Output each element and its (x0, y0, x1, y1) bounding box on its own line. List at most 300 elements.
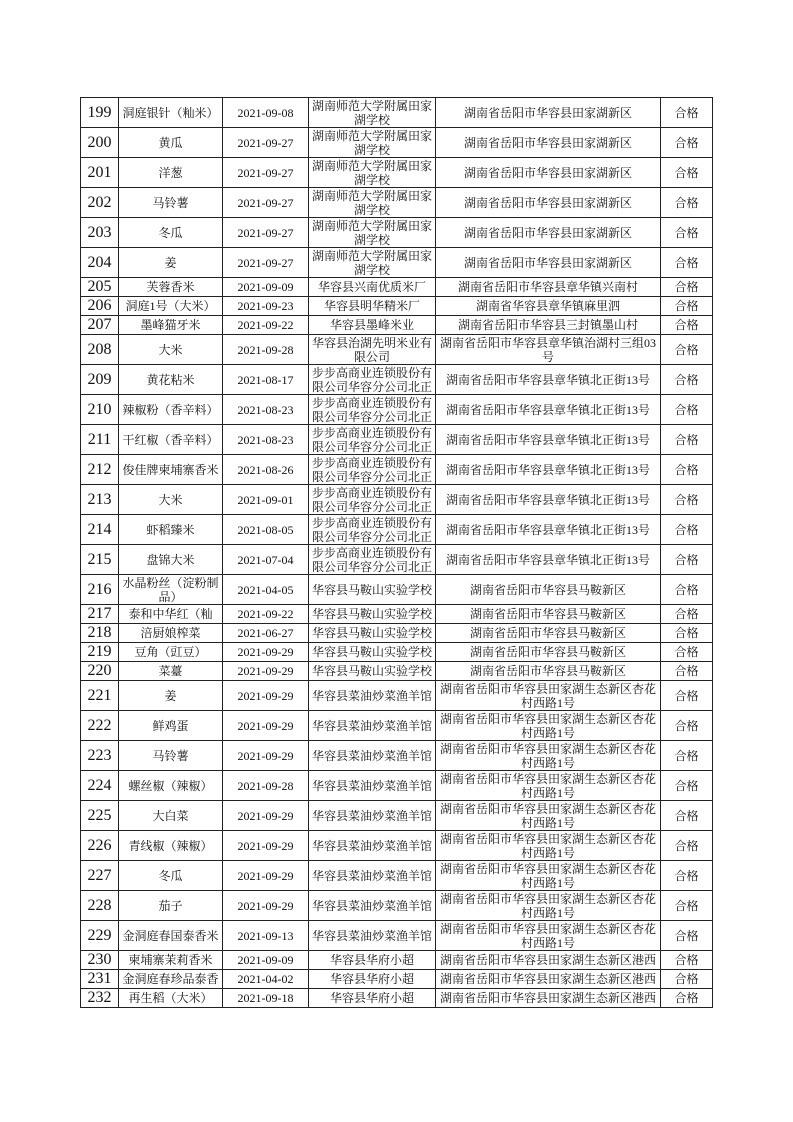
production-date-cell (223, 365, 309, 395)
sample-name-cell (119, 711, 223, 741)
sample-name: 姜 (164, 688, 177, 703)
row-number-cell (81, 395, 119, 425)
table-row (81, 741, 713, 771)
row-number: 232 (87, 989, 112, 1006)
sampled-unit-cell (309, 128, 436, 158)
sampled-unit-cell (309, 831, 436, 861)
production-date-cell (223, 316, 309, 335)
inspection-result-cell (661, 395, 713, 425)
sample-name-cell (119, 395, 223, 425)
inspection-result-cell (661, 575, 713, 605)
sampled-unit-cell (309, 575, 436, 605)
sample-name: 青线椒（辣椒） (128, 838, 213, 853)
row-number-cell (81, 218, 119, 248)
unit-address-cell (436, 921, 661, 951)
sample-name: 虾稻臻米 (146, 522, 195, 537)
sampled-unit: 华容县菜油炒菜渔羊馆 (311, 748, 432, 763)
sampled-unit: 华容县马鞍山实验学校 (311, 664, 432, 678)
inspection-result: 合格 (674, 165, 699, 180)
sample-name-cell (119, 681, 223, 711)
row-number-cell (81, 248, 119, 278)
row-number: 213 (87, 490, 112, 508)
inspection-result-cell (661, 681, 713, 711)
sample-name-cell (119, 989, 223, 1008)
sample-name-cell (119, 425, 223, 455)
unit-address: 湖南省岳阳市华容县章华镇兴南村 (457, 280, 638, 294)
table-row (81, 128, 713, 158)
row-number-cell (81, 662, 119, 681)
production-date: 2021-09-29 (237, 718, 294, 733)
sample-name-cell (119, 515, 223, 545)
inspection-result: 合格 (674, 778, 699, 793)
unit-address: 湖南省岳阳市华容县田家湖生态新区杏花村西路1号 (439, 741, 656, 770)
unit-address-cell (436, 643, 661, 662)
sampled-unit: 华容县治湖先明米业有限公司 (311, 335, 432, 364)
row-number: 231 (87, 970, 112, 987)
unit-address-cell (436, 624, 661, 643)
sampled-unit: 华容县菜油炒菜渔羊馆 (311, 718, 432, 733)
unit-address: 湖南省岳阳市华容县田家湖生态新区杏花村西路1号 (439, 831, 656, 860)
inspection-result-cell (661, 365, 713, 395)
row-number-cell (81, 624, 119, 643)
row-number-cell (81, 951, 119, 970)
row-number-cell (81, 605, 119, 624)
inspection-result-cell (661, 335, 713, 365)
unit-address: 湖南省岳阳市华容县田家湖生态新区杏花村西路1号 (439, 681, 656, 710)
sampled-unit: 华容县菜油炒菜渔羊馆 (311, 688, 432, 703)
row-number: 217 (87, 605, 112, 622)
sample-name: 辣椒粉（香辛料） (122, 402, 219, 417)
table-row (81, 861, 713, 891)
production-date-cell (223, 188, 309, 218)
unit-address: 湖南省岳阳市华容县田家湖生态新区杏花村西路1号 (439, 891, 656, 920)
sampled-unit: 步步高商业连锁股份有限公司华容分公司北正 (311, 485, 432, 514)
inspection-result: 合格 (674, 299, 699, 313)
inspection-result-cell (661, 188, 713, 218)
production-date: 2021-08-23 (237, 402, 294, 417)
sample-name: 干红椒（香辛料） (122, 432, 219, 447)
unit-address: 湖南省岳阳市华容县田家湖生态新区杏花村西路1号 (439, 921, 656, 950)
table-row (81, 485, 713, 515)
row-number: 200 (87, 133, 112, 151)
sampled-unit: 华容县马鞍山实验学校 (311, 582, 432, 597)
sampled-unit-cell (309, 643, 436, 662)
inspection-result: 合格 (674, 953, 699, 967)
sampled-unit-cell (309, 365, 436, 395)
production-date: 2021-09-09 (237, 280, 294, 294)
production-date: 2021-08-23 (237, 432, 294, 447)
production-date-cell (223, 891, 309, 921)
sampled-unit: 华容县菜油炒菜渔羊馆 (311, 808, 432, 823)
table-row (81, 455, 713, 485)
sampled-unit-cell (309, 248, 436, 278)
sampled-unit-cell (309, 485, 436, 515)
sampled-unit-cell (309, 711, 436, 741)
sample-name-cell (119, 278, 223, 297)
row-number-cell (81, 455, 119, 485)
unit-address: 湖南省岳阳市华容县章华镇北正街13号 (445, 552, 650, 567)
inspection-result: 合格 (674, 645, 699, 659)
unit-address: 湖南省岳阳市华容县马鞍新区 (469, 645, 626, 659)
unit-address-cell (436, 970, 661, 989)
sample-name-cell (119, 218, 223, 248)
production-date-cell (223, 711, 309, 741)
row-number-cell (81, 643, 119, 662)
row-number: 207 (87, 316, 112, 333)
row-number: 210 (87, 400, 112, 418)
table-row (81, 218, 713, 248)
row-number: 215 (87, 550, 112, 568)
table-row (81, 681, 713, 711)
sampled-unit: 华容县马鞍山实验学校 (311, 626, 432, 640)
row-number: 219 (87, 643, 112, 660)
sampled-unit: 湖南师范大学附属田家湖学校 (311, 188, 432, 217)
production-date: 2021-09-28 (237, 342, 294, 357)
production-date-cell (223, 98, 309, 128)
production-date: 2021-09-27 (237, 135, 294, 150)
table-row (81, 335, 713, 365)
sampled-unit-cell (309, 515, 436, 545)
sampled-unit: 湖南师范大学附属田家湖学校 (311, 248, 432, 277)
production-date-cell (223, 278, 309, 297)
sampled-unit-cell (309, 297, 436, 316)
sampled-unit: 步步高商业连锁股份有限公司华容分公司北正 (311, 425, 432, 454)
sampled-unit-cell (309, 989, 436, 1008)
production-date-cell (223, 771, 309, 801)
sampled-unit-cell (309, 605, 436, 624)
sample-name: 黄花粘米 (146, 372, 195, 387)
sample-name-cell (119, 485, 223, 515)
production-date: 2021-09-29 (237, 838, 294, 853)
row-number: 206 (87, 297, 112, 314)
unit-address-cell (436, 188, 661, 218)
inspection-result: 合格 (674, 492, 699, 507)
sample-name: 菜薹 (158, 664, 183, 678)
production-date: 2021-09-09 (237, 953, 294, 967)
sampled-unit: 华容县菜油炒菜渔羊馆 (311, 898, 432, 913)
production-date: 2021-09-13 (237, 928, 294, 943)
row-number: 223 (87, 746, 112, 764)
sampled-unit: 华容县马鞍山实验学校 (311, 645, 432, 659)
sampled-unit: 华容县菜油炒菜渔羊馆 (311, 778, 432, 793)
sampled-unit-cell (309, 891, 436, 921)
inspection-result: 合格 (674, 318, 699, 332)
unit-address-cell (436, 681, 661, 711)
inspection-result-cell (661, 891, 713, 921)
row-number: 201 (87, 163, 112, 181)
sample-name: 鲜鸡蛋 (152, 718, 189, 733)
sample-name: 茄子 (158, 898, 183, 913)
inspection-result-cell (661, 643, 713, 662)
table-row (81, 605, 713, 624)
inspection-result: 合格 (674, 135, 699, 150)
sample-name: 柬埔寨茉莉香米 (128, 953, 213, 967)
unit-address: 湖南省岳阳市华容县章华镇治湖村三组03号 (439, 335, 656, 364)
inspection-result-cell (661, 711, 713, 741)
sample-name-cell (119, 248, 223, 278)
unit-address: 湖南省岳阳市华容县章华镇北正街13号 (445, 462, 650, 477)
inspection-result: 合格 (674, 607, 699, 621)
production-date-cell (223, 158, 309, 188)
sample-name-cell (119, 831, 223, 861)
production-date-cell (223, 128, 309, 158)
production-date: 2021-09-27 (237, 165, 294, 180)
production-date-cell (223, 605, 309, 624)
sample-name: 马铃薯 (152, 195, 189, 210)
sample-name-cell (119, 188, 223, 218)
inspection-result: 合格 (674, 808, 699, 823)
unit-address-cell (436, 485, 661, 515)
production-date: 2021-09-29 (237, 748, 294, 763)
row-number: 212 (87, 460, 112, 478)
production-date: 2021-09-08 (237, 105, 294, 120)
row-number-cell (81, 128, 119, 158)
inspection-result: 合格 (674, 462, 699, 477)
inspection-result: 合格 (674, 928, 699, 943)
row-number-cell (81, 989, 119, 1008)
row-number-cell (81, 158, 119, 188)
sampled-unit: 湖南师范大学附属田家湖学校 (311, 158, 432, 187)
production-date-cell (223, 395, 309, 425)
row-number-cell (81, 891, 119, 921)
row-number: 199 (87, 103, 112, 121)
row-number-cell (81, 771, 119, 801)
inspection-result: 合格 (674, 280, 699, 294)
production-date: 2021-09-27 (237, 195, 294, 210)
sample-name-cell (119, 98, 223, 128)
row-number-cell (81, 741, 119, 771)
table-row (81, 921, 713, 951)
production-date-cell (223, 741, 309, 771)
inspection-result-cell (661, 158, 713, 188)
inspection-result-cell (661, 485, 713, 515)
production-date-cell (223, 643, 309, 662)
unit-address: 湖南省岳阳市华容县田家湖生态新区港西 (439, 953, 656, 967)
production-date-cell (223, 545, 309, 575)
row-number: 205 (87, 278, 112, 295)
production-date: 2021-09-29 (237, 808, 294, 823)
sample-name-cell (119, 605, 223, 624)
sample-name-cell (119, 545, 223, 575)
row-number-cell (81, 861, 119, 891)
unit-address-cell (436, 741, 661, 771)
sample-name-cell (119, 861, 223, 891)
row-number-cell (81, 278, 119, 297)
inspection-result-cell (661, 128, 713, 158)
production-date-cell (223, 921, 309, 951)
inspection-result: 合格 (674, 664, 699, 678)
production-date-cell (223, 515, 309, 545)
inspection-result: 合格 (674, 748, 699, 763)
inspection-result-cell (661, 861, 713, 891)
table-row (81, 545, 713, 575)
inspection-result-cell (661, 545, 713, 575)
unit-address-cell (436, 771, 661, 801)
sample-name-cell (119, 128, 223, 158)
unit-address: 湖南省岳阳市华容县田家湖生态新区杏花村西路1号 (439, 771, 656, 800)
sampled-unit: 华容县华府小超 (329, 953, 414, 967)
table-row (81, 970, 713, 989)
production-date: 2021-09-27 (237, 255, 294, 270)
production-date-cell (223, 455, 309, 485)
production-date: 2021-09-28 (237, 778, 294, 793)
row-number: 211 (87, 430, 112, 448)
sample-name-cell (119, 158, 223, 188)
row-number: 230 (87, 951, 112, 968)
sampled-unit: 华容县菜油炒菜渔羊馆 (311, 838, 432, 853)
production-date-cell (223, 970, 309, 989)
sample-name: 俊佳牌柬埔寨香米 (122, 462, 219, 477)
sample-name: 洞庭1号（大米） (125, 299, 216, 313)
table-row (81, 158, 713, 188)
sample-name: 马铃薯 (152, 748, 189, 763)
row-number-cell (81, 921, 119, 951)
unit-address-cell (436, 218, 661, 248)
sampled-unit: 华容县菜油炒菜渔羊馆 (311, 928, 432, 943)
inspection-result: 合格 (674, 991, 699, 1005)
unit-address-cell (436, 425, 661, 455)
unit-address: 湖南省岳阳市华容县田家湖新区 (463, 255, 632, 270)
inspection-result: 合格 (674, 582, 699, 597)
production-date-cell (223, 485, 309, 515)
row-number-cell (81, 316, 119, 335)
sampled-unit-cell (309, 278, 436, 297)
table-row (81, 891, 713, 921)
unit-address-cell (436, 605, 661, 624)
sampled-unit: 华容县华府小超 (329, 991, 414, 1005)
production-date-cell (223, 861, 309, 891)
inspection-result: 合格 (674, 522, 699, 537)
sample-name: 冬瓜 (158, 868, 183, 883)
row-number-cell (81, 485, 119, 515)
table-row (81, 643, 713, 662)
row-number-cell (81, 831, 119, 861)
table-row (81, 575, 713, 605)
sample-name: 洞庭银针（籼米） (122, 105, 219, 120)
table-row (81, 662, 713, 681)
inspection-result: 合格 (674, 105, 699, 120)
sampled-unit-cell (309, 188, 436, 218)
row-number: 227 (87, 866, 112, 884)
inspection-result-cell (661, 801, 713, 831)
sample-name: 墨峰猫牙米 (140, 318, 201, 332)
inspection-result-cell (661, 98, 713, 128)
sampled-unit: 华容县菜油炒菜渔羊馆 (311, 868, 432, 883)
sample-name: 姜 (164, 255, 177, 270)
sample-name-cell (119, 970, 223, 989)
sample-name: 大米 (158, 492, 183, 507)
production-date: 2021-09-29 (237, 688, 294, 703)
inspection-result-cell (661, 771, 713, 801)
sampled-unit: 湖南师范大学附属田家湖学校 (311, 218, 432, 247)
sampled-unit: 步步高商业连锁股份有限公司华容分公司北正 (311, 365, 432, 394)
sampled-unit: 华容县兴南优质米厂 (317, 280, 426, 294)
inspection-result-cell (661, 741, 713, 771)
sample-name: 涪厨娘榨菜 (140, 626, 201, 640)
sampled-unit: 华容县明华精米厂 (323, 299, 420, 313)
unit-address: 湖南省岳阳市华容县章华镇北正街13号 (445, 492, 650, 507)
table-row (81, 248, 713, 278)
production-date: 2021-09-29 (237, 645, 294, 659)
production-date-cell (223, 335, 309, 365)
row-number-cell (81, 98, 119, 128)
row-number-cell (81, 711, 119, 741)
sampled-unit-cell (309, 801, 436, 831)
production-date: 2021-09-22 (237, 607, 294, 621)
table-row (81, 278, 713, 297)
production-date: 2021-08-26 (237, 462, 294, 477)
sample-name: 大米 (158, 342, 183, 357)
row-number: 204 (87, 253, 112, 271)
table-row (81, 515, 713, 545)
table-row (81, 98, 713, 128)
production-date: 2021-09-23 (237, 299, 294, 313)
inspection-result-cell (661, 624, 713, 643)
inspection-result: 合格 (674, 838, 699, 853)
unit-address: 湖南省岳阳市华容县章华镇北正街13号 (445, 522, 650, 537)
sample-name-cell (119, 624, 223, 643)
inspection-result-cell (661, 989, 713, 1008)
unit-address: 湖南省岳阳市华容县田家湖新区 (463, 135, 632, 150)
row-number-cell (81, 188, 119, 218)
row-number: 229 (87, 926, 112, 944)
unit-address-cell (436, 395, 661, 425)
production-date: 2021-04-02 (237, 972, 294, 986)
sample-name: 芙蓉香米 (146, 280, 195, 294)
sample-name: 大白菜 (152, 808, 189, 823)
unit-address: 湖南省岳阳市华容县田家湖新区 (463, 165, 632, 180)
sampled-unit-cell (309, 861, 436, 891)
unit-address: 湖南省华容县章华镇麻里泗 (475, 299, 620, 313)
sampled-unit-cell (309, 158, 436, 188)
table-row (81, 624, 713, 643)
inspection-result: 合格 (674, 552, 699, 567)
unit-address: 湖南省岳阳市华容县田家湖新区 (463, 195, 632, 210)
sample-name-cell (119, 801, 223, 831)
sampled-unit: 步步高商业连锁股份有限公司华容分公司北正 (311, 455, 432, 484)
production-date-cell (223, 575, 309, 605)
table-row (81, 801, 713, 831)
sample-name-cell (119, 662, 223, 681)
inspection-result-cell (661, 455, 713, 485)
row-number: 222 (87, 716, 112, 734)
row-number: 203 (87, 223, 112, 241)
production-date-cell (223, 218, 309, 248)
unit-address: 湖南省岳阳市华容县章华镇北正街13号 (445, 402, 650, 417)
sample-name-cell (119, 365, 223, 395)
unit-address: 湖南省岳阳市华容县田家湖新区 (463, 225, 632, 240)
sampled-unit-cell (309, 455, 436, 485)
sample-name-cell (119, 575, 223, 605)
inspection-result: 合格 (674, 225, 699, 240)
production-date: 2021-09-01 (237, 492, 294, 507)
unit-address-cell (436, 831, 661, 861)
production-date: 2021-09-27 (237, 225, 294, 240)
inspection-result: 合格 (674, 688, 699, 703)
unit-address-cell (436, 575, 661, 605)
sample-name-cell (119, 643, 223, 662)
sample-name-cell (119, 921, 223, 951)
sample-name: 盘锦大米 (146, 552, 195, 567)
unit-address: 湖南省岳阳市华容县马鞍新区 (469, 607, 626, 621)
unit-address: 湖南省岳阳市华容县田家湖生态新区港西 (439, 991, 656, 1005)
row-number: 220 (87, 662, 112, 679)
unit-address-cell (436, 801, 661, 831)
production-date: 2021-06-27 (237, 626, 294, 640)
production-date-cell (223, 624, 309, 643)
inspection-result: 合格 (674, 718, 699, 733)
inspection-result: 合格 (674, 898, 699, 913)
